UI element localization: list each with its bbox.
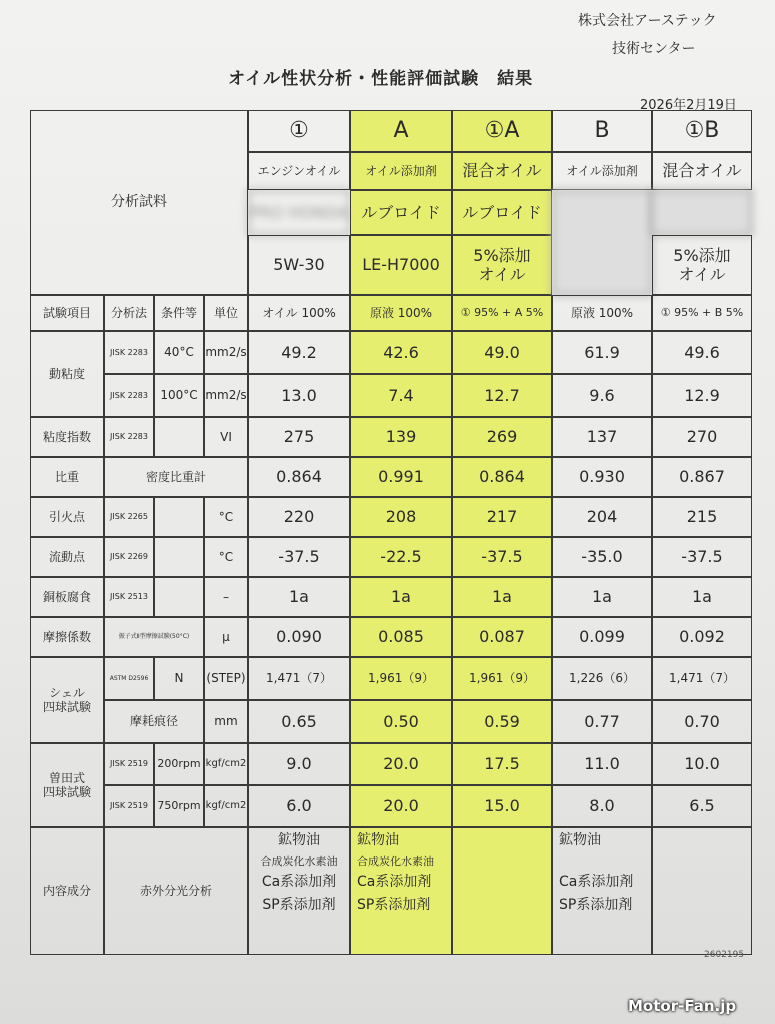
content-colB-line4: SP系添加剤 <box>559 896 633 913</box>
shell-label-line1: シェル <box>49 685 85 700</box>
row-label-density: 比重 <box>30 457 104 497</box>
row-label-content: 内容成分 <box>30 827 104 955</box>
shell-n-cond: N <box>154 657 204 700</box>
document-stamp: 2602195 <box>704 950 745 960</box>
colB-ratio: 原液 100% <box>552 295 652 331</box>
visc40-col1: 49.2 <box>248 331 350 374</box>
col1A-product <box>452 235 552 295</box>
copper-unit: – <box>204 577 248 617</box>
shell-n-col1B: 1,471（7） <box>652 657 752 700</box>
friction-unit: μ <box>204 617 248 657</box>
soda200-method: JISK 2519 <box>104 743 154 785</box>
visc100-colB: 9.6 <box>552 374 652 417</box>
content-colB <box>552 827 652 955</box>
report-date: 2026年2月19日 <box>640 98 737 113</box>
col1-mark: ① <box>248 110 350 152</box>
content-colA <box>350 827 452 955</box>
friction-col1: 0.090 <box>248 617 350 657</box>
col1-brand: PRO HONDA <box>248 190 350 235</box>
col1-product: 5W-30 <box>248 235 350 295</box>
vi-colB: 137 <box>552 417 652 457</box>
content-col1A <box>452 827 552 955</box>
shell-wear-col1: 0.65 <box>248 700 350 743</box>
colA-brand: ルブロイド <box>350 190 452 235</box>
content-colB-line3: Ca系添加剤 <box>559 873 634 890</box>
flash-col1: 220 <box>248 497 350 537</box>
analysis-sample-label: 分析試料 <box>111 194 167 211</box>
col1-type: エンジンオイル <box>248 152 350 190</box>
soda-label-line1: 曽田式 <box>48 770 85 785</box>
shell-wear-colA: 0.50 <box>350 700 452 743</box>
shell-n-method: ASTM D2596 <box>104 657 154 700</box>
pour-cond <box>154 537 204 577</box>
col1B-ratio: ① 95% + B 5% <box>652 295 752 331</box>
pour-col1B: -37.5 <box>652 537 752 577</box>
visc100-col1: 13.0 <box>248 374 350 417</box>
shell-wear-colB: 0.77 <box>552 700 652 743</box>
shell-n-col1A: 1,961（9） <box>452 657 552 700</box>
vi-method: JISK 2283 <box>104 417 154 457</box>
visc40-method: JISK 2283 <box>104 331 154 374</box>
pour-colA: -22.5 <box>350 537 452 577</box>
colA-product: LE-H7000 <box>350 235 452 295</box>
density-col1B: 0.867 <box>652 457 752 497</box>
pour-method: JISK 2269 <box>104 537 154 577</box>
soda750-unit: kgf/cm2 <box>204 785 248 827</box>
soda750-method: JISK 2519 <box>104 785 154 827</box>
friction-col1A: 0.087 <box>452 617 552 657</box>
row-label-friction: 摩擦係数 <box>30 617 104 657</box>
colA-mark: A <box>350 110 452 152</box>
flash-cond <box>154 497 204 537</box>
shell-wear-col1A: 0.59 <box>452 700 552 743</box>
flash-unit: °C <box>204 497 248 537</box>
soda-label-line2: 四球試験 <box>42 785 91 799</box>
row-label-pour: 流動点 <box>30 537 104 577</box>
col1A-product-line1: 5%添加 <box>473 245 531 265</box>
col1B-type: 混合オイル <box>652 152 752 190</box>
content-col1-line4: SP系添加剤 <box>262 896 336 913</box>
shell-wear-col1B: 0.70 <box>652 700 752 743</box>
department-name: 技術センター <box>612 41 696 57</box>
shell-n-unit: (STEP) <box>204 657 248 700</box>
pour-unit: °C <box>204 537 248 577</box>
colA-type: オイル添加剤 <box>350 152 452 190</box>
content-col1-line2: 合成炭化水素油 <box>260 854 338 868</box>
content-col1 <box>248 827 350 955</box>
col1B-product-line2: オイル <box>678 265 726 284</box>
vi-col1: 275 <box>248 417 350 457</box>
density-colA: 0.991 <box>350 457 452 497</box>
content-colA-line3: Ca系添加剤 <box>357 873 432 890</box>
watermark: Motor-Fan.jp <box>628 997 737 1015</box>
vi-cond <box>154 417 204 457</box>
soda750-colB: 8.0 <box>552 785 652 827</box>
soda200-cond: 200rpm <box>154 743 204 785</box>
visc100-unit: mm2/s <box>204 374 248 417</box>
visc100-method: JISK 2283 <box>104 374 154 417</box>
content-colA-line4: SP系添加剤 <box>357 896 431 913</box>
analysis-sample-header <box>30 110 248 295</box>
soda200-col1B: 10.0 <box>652 743 752 785</box>
copper-col1B: 1a <box>652 577 752 617</box>
content-colA-line2: 合成炭化水素油 <box>357 854 434 868</box>
shell-n-colA: 1,961（9） <box>350 657 452 700</box>
flash-colB: 204 <box>552 497 652 537</box>
copper-colB: 1a <box>552 577 652 617</box>
visc40-col1A: 49.0 <box>452 331 552 374</box>
soda750-col1B: 6.5 <box>652 785 752 827</box>
row-label-vi: 粘度指数 <box>30 417 104 457</box>
col1A-mark: ①A <box>452 110 552 152</box>
friction-colA: 0.085 <box>350 617 452 657</box>
soda750-colA: 20.0 <box>350 785 452 827</box>
vi-col1B: 270 <box>652 417 752 457</box>
content-col1-line3: Ca系添加剤 <box>261 873 337 890</box>
friction-method: 振子式Ⅱ型摩擦試験(50°C) <box>104 617 204 657</box>
row-label-viscosity: 動粘度 <box>30 331 104 417</box>
visc40-colA: 42.6 <box>350 331 452 374</box>
content-colB-line1: 鉱物油 <box>559 832 601 848</box>
row-label-flash: 引火点 <box>30 497 104 537</box>
row-label-shell <box>30 657 104 743</box>
visc100-colA: 7.4 <box>350 374 452 417</box>
soda200-colA: 20.0 <box>350 743 452 785</box>
flash-method: JISK 2265 <box>104 497 154 537</box>
flash-col1A: 217 <box>452 497 552 537</box>
density-col1: 0.864 <box>248 457 350 497</box>
shell-n-colB: 1,226（6） <box>552 657 652 700</box>
friction-colB: 0.099 <box>552 617 652 657</box>
header-method: 分析法 <box>104 295 154 331</box>
density-method: 密度比重計 <box>104 457 248 497</box>
col1B-product-line1: 5%添加 <box>673 245 731 265</box>
density-colB: 0.930 <box>552 457 652 497</box>
col1B-mark: ①B <box>652 110 752 152</box>
col1A-product-line2: オイル <box>478 265 526 284</box>
col1A-ratio: ① 95% + A 5% <box>452 295 552 331</box>
header-item: 試験項目 <box>30 295 104 331</box>
visc100-col1A: 12.7 <box>452 374 552 417</box>
soda200-col1: 9.0 <box>248 743 350 785</box>
col1B-brand-redacted <box>652 190 752 235</box>
soda750-col1: 6.0 <box>248 785 350 827</box>
copper-col1: 1a <box>248 577 350 617</box>
report-title: オイル性状分析・性能評価試験 結果 <box>228 69 534 89</box>
col1B-product <box>652 235 752 295</box>
col1-ratio: オイル 100% <box>248 295 350 331</box>
visc100-cond: 100°C <box>154 374 204 417</box>
soda200-unit: kgf/cm2 <box>204 743 248 785</box>
pour-col1: -37.5 <box>248 537 350 577</box>
visc40-cond: 40°C <box>154 331 204 374</box>
copper-method: JISK 2513 <box>104 577 154 617</box>
visc100-col1B: 12.9 <box>652 374 752 417</box>
vi-unit: VI <box>204 417 248 457</box>
copper-col1A: 1a <box>452 577 552 617</box>
row-label-soda <box>30 743 104 827</box>
colB-product-redacted <box>552 190 652 295</box>
flash-col1B: 215 <box>652 497 752 537</box>
colB-mark: B <box>552 110 652 152</box>
soda200-col1A: 17.5 <box>452 743 552 785</box>
header-cond: 条件等 <box>154 295 204 331</box>
colA-ratio: 原液 100% <box>350 295 452 331</box>
content-method: 赤外分光分析 <box>104 827 248 955</box>
row-label-copper: 銅板腐食 <box>30 577 104 617</box>
company-name: 株式会社アーステック <box>578 13 717 29</box>
colB-type: オイル添加剤 <box>552 152 652 190</box>
col1A-brand: ルブロイド <box>452 190 552 235</box>
header-unit: 単位 <box>204 295 248 331</box>
col1A-type: 混合オイル <box>452 152 552 190</box>
content-colA-line1: 鉱物油 <box>357 832 399 848</box>
vi-colA: 139 <box>350 417 452 457</box>
friction-col1B: 0.092 <box>652 617 752 657</box>
visc40-colB: 61.9 <box>552 331 652 374</box>
visc40-unit: mm2/s <box>204 331 248 374</box>
copper-colA: 1a <box>350 577 452 617</box>
density-col1A: 0.864 <box>452 457 552 497</box>
copper-cond <box>154 577 204 617</box>
shell-n-col1: 1,471（7） <box>248 657 350 700</box>
shell-wear-method: 摩耗痕径 <box>104 700 204 743</box>
content-col1-line1: 鉱物油 <box>278 832 320 848</box>
content-col1B <box>652 827 752 955</box>
pour-col1A: -37.5 <box>452 537 552 577</box>
soda200-colB: 11.0 <box>552 743 652 785</box>
visc40-col1B: 49.6 <box>652 331 752 374</box>
flash-colA: 208 <box>350 497 452 537</box>
pour-colB: -35.0 <box>552 537 652 577</box>
shell-wear-unit: mm <box>204 700 248 743</box>
shell-label-line2: 四球試験 <box>42 700 91 714</box>
vi-col1A: 269 <box>452 417 552 457</box>
soda750-cond: 750rpm <box>154 785 204 827</box>
soda750-col1A: 15.0 <box>452 785 552 827</box>
